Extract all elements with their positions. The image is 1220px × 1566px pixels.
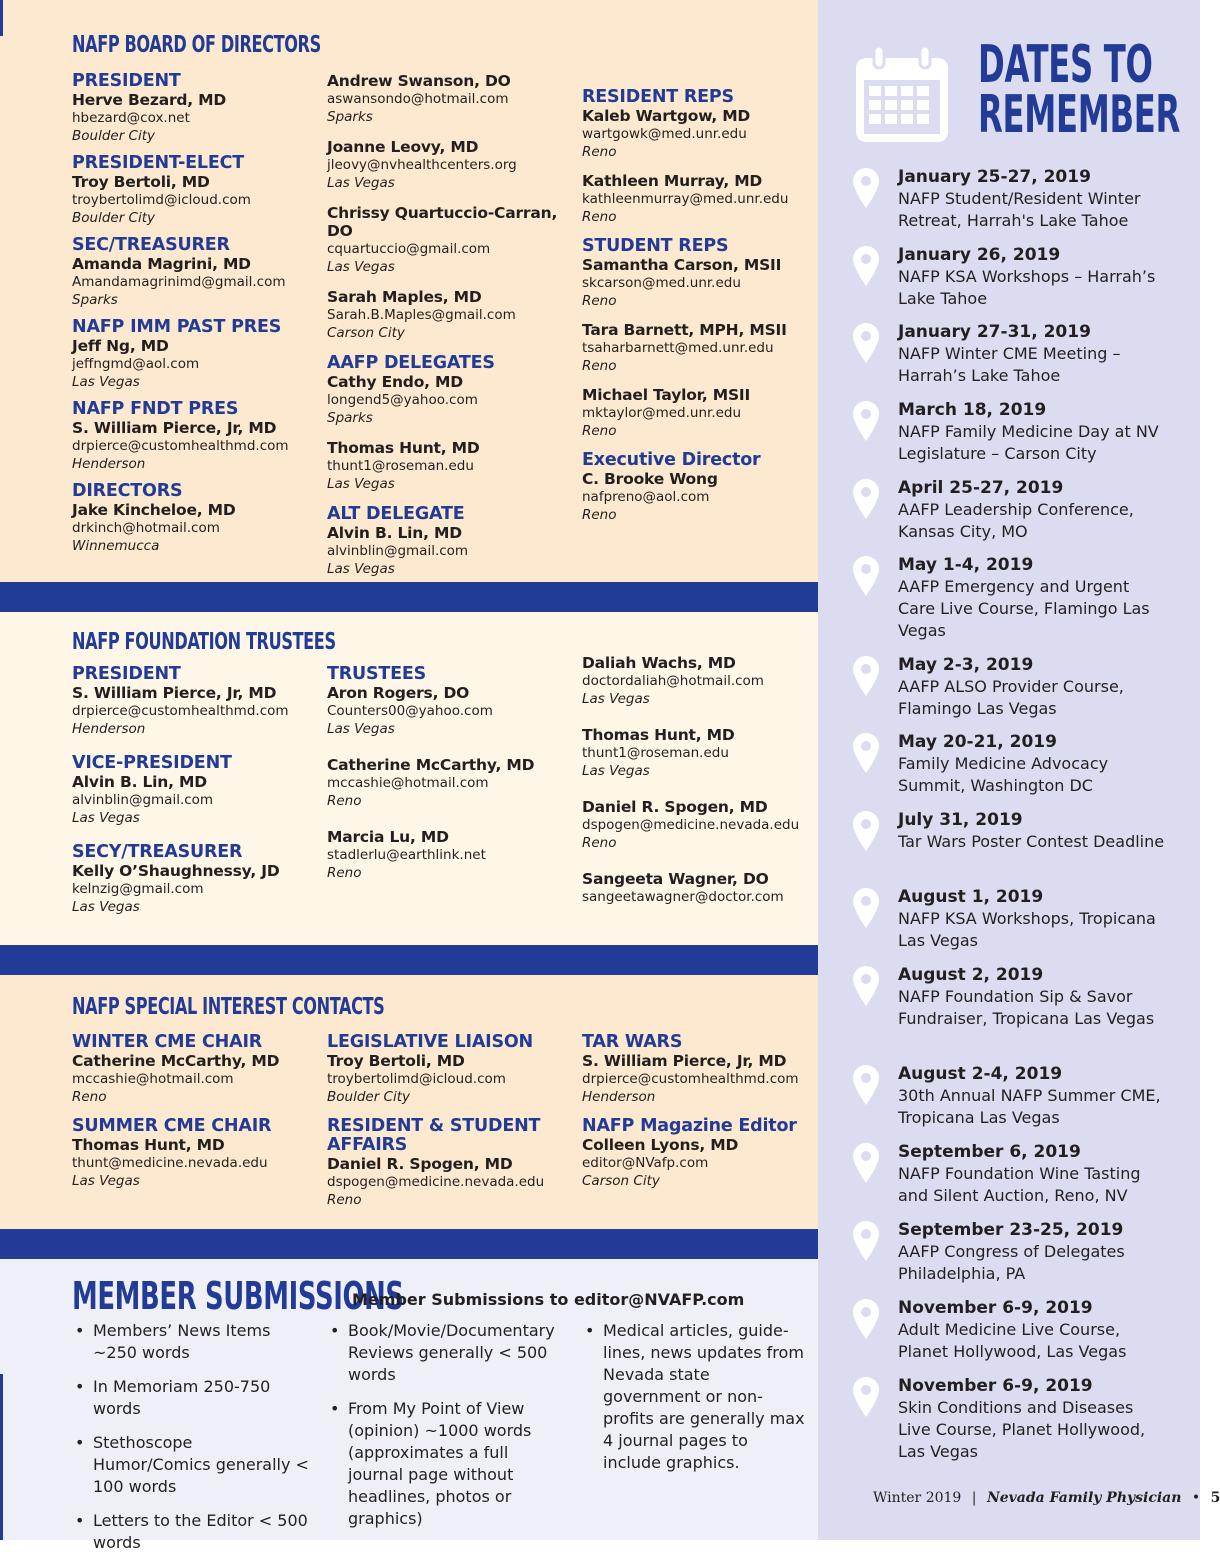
foundation-col-3 <box>582 654 832 906</box>
contact-role: PRESIDENT <box>72 71 181 91</box>
contact-role: WINTER CME CHAIR <box>72 1032 263 1052</box>
event-date: March 18, 2019 <box>898 400 1047 420</box>
contact-role: NAFP IMM PAST PRES <box>72 317 282 337</box>
contact-email: jleovy@nvhealthcenters.org <box>327 157 517 173</box>
event-date: April 25-27, 2019 <box>898 478 1064 498</box>
contact-email: thunt1@roseman.edu <box>582 745 729 761</box>
contact-email: skcarson@med.unr.edu <box>582 275 741 291</box>
contact-city: Henderson <box>72 456 146 472</box>
contact-city: Reno <box>582 507 617 523</box>
contact-city: Winnemucca <box>72 538 160 554</box>
contact-role: AAFP DELEGATES <box>327 353 495 373</box>
contact-name: Daliah Wachs, MD <box>582 654 736 672</box>
event-date: August 1, 2019 <box>898 887 1044 907</box>
contact-email: kathleenmurray@med.unr.edu <box>582 191 789 207</box>
contact-city: Las Vegas <box>72 1173 140 1189</box>
contact-entry <box>327 828 577 882</box>
contact-email: drpierce@customhealthmd.com <box>582 1071 799 1087</box>
contact-entry <box>582 870 832 906</box>
contact-email: troybertolimd@icloud.com <box>72 192 251 208</box>
contact-city: Sparks <box>72 292 118 308</box>
contact-email: wartgowk@med.unr.edu <box>582 126 747 142</box>
event-item <box>852 886 1192 958</box>
contact-entry <box>72 665 322 738</box>
event-item <box>852 654 1192 726</box>
contact-email: Amandamagrinimd@gmail.com <box>72 274 286 290</box>
special-col-1 <box>72 1033 322 1190</box>
submission-text: Members’ News Items ~250 words <box>93 1321 271 1362</box>
contact-entry <box>582 1117 832 1190</box>
event-date: January 25-27, 2019 <box>898 167 1091 187</box>
contact-entry <box>582 237 832 310</box>
footer-dot: • <box>1191 1490 1201 1506</box>
edge-mark <box>0 1374 3 1540</box>
member-col-3 <box>585 1320 810 1486</box>
contact-entry <box>582 88 832 161</box>
map-pin-icon <box>852 399 880 443</box>
contact-name: Sarah Maples, MD <box>327 288 482 306</box>
map-pin-icon <box>852 321 880 365</box>
contact-entry <box>327 1033 577 1106</box>
contact-role: ALT DELEGATE <box>327 504 465 524</box>
special-col-3 <box>582 1033 832 1190</box>
contact-name: C. Brooke Wong <box>582 470 718 488</box>
contact-name: Alvin B. Lin, MD <box>72 773 207 791</box>
event-item <box>852 809 1192 881</box>
contact-entry <box>327 756 577 810</box>
event-item <box>852 321 1192 393</box>
contact-name: Alvin B. Lin, MD <box>327 524 462 542</box>
contact-email: mktaylor@med.unr.edu <box>582 405 742 421</box>
contact-entry <box>72 400 322 473</box>
bullet: • <box>330 1321 340 1340</box>
contact-entry <box>327 354 577 427</box>
contact-name: S. William Pierce, Jr, MD <box>582 1052 787 1070</box>
contact-name: Amanda Magrini, MD <box>72 255 251 273</box>
contact-email: drpierce@customhealthmd.com <box>72 438 289 454</box>
event-date: May 20-21, 2019 <box>898 732 1057 752</box>
bullet: • <box>75 1377 85 1396</box>
contact-role: SEC/TREASURER <box>72 235 230 255</box>
event-item <box>852 1219 1192 1291</box>
map-pin-icon <box>852 1297 880 1341</box>
event-description: AAFP Leadership Conference, Kansas City, MO <box>898 500 1134 541</box>
contact-name: Thomas Hunt, MD <box>582 726 735 744</box>
bullet: • <box>75 1321 85 1340</box>
event-description: 30th Annual NAFP Summer CME, Tropicana Las Vegas <box>898 1086 1161 1127</box>
contact-entry <box>582 321 832 375</box>
contact-email: alvinblin@gmail.com <box>327 543 469 559</box>
event-description: NAFP Student/Resident Winter Retreat, Harrah's Lake Tahoe <box>898 189 1141 230</box>
contact-entry <box>582 1033 832 1106</box>
edge-mark <box>0 0 3 36</box>
contact-entry <box>72 1033 322 1106</box>
contact-name: Jeff Ng, MD <box>72 337 169 355</box>
contact-email: tsaharbarnett@med.unr.edu <box>582 340 774 356</box>
footer-page-number: 5 <box>1210 1490 1220 1506</box>
contact-city: Las Vegas <box>327 259 395 275</box>
submission-text: Book/Movie/Documentary Reviews generally < 500 words <box>348 1321 555 1384</box>
contact-email: nafpreno@aol.com <box>582 489 710 505</box>
contact-name: Daniel R. Spogen, MD <box>582 798 768 816</box>
contact-entry <box>327 72 577 126</box>
event-date: November 6-9, 2019 <box>898 1298 1093 1318</box>
contact-city: Las Vegas <box>327 476 395 492</box>
contact-city: Reno <box>327 865 362 881</box>
contact-email: editor@NVafp.com <box>582 1155 709 1171</box>
event-item <box>852 554 1192 640</box>
member-submissions-subtitle: Member Submissions to editor@NVAFP.com <box>352 1290 745 1309</box>
event-description: Adult Medicine Live Course, Planet Hollywood, Las Vegas <box>898 1320 1127 1361</box>
contact-city: Sparks <box>327 410 373 426</box>
contact-entry <box>72 843 322 916</box>
contact-email: jeffngmd@aol.com <box>72 356 200 372</box>
contact-role: RESIDENT REPS <box>582 87 734 107</box>
contact-entry <box>582 386 832 440</box>
special-title: NAFP SPECIAL INTEREST CONTACTS <box>72 994 385 1020</box>
submission-item <box>330 1398 560 1530</box>
contact-name: Colleen Lyons, MD <box>582 1136 739 1154</box>
event-date: September 23-25, 2019 <box>898 1220 1124 1240</box>
event-item <box>852 964 1192 1036</box>
foundation-col-2 <box>327 665 577 882</box>
contact-name: Thomas Hunt, MD <box>327 439 480 457</box>
contact-entry <box>327 665 577 738</box>
map-pin-icon <box>852 886 880 930</box>
event-description: NAFP Foundation Sip & Savor Fundraiser, Tropicana Las Vegas <box>898 987 1155 1028</box>
contact-email: kelnzig@gmail.com <box>72 881 204 897</box>
contact-email: dspogen@medicine.nevada.edu <box>327 1174 545 1190</box>
contact-name: Kathleen Murray, MD <box>582 172 763 190</box>
contact-entry <box>327 204 577 276</box>
contact-role: TAR WARS <box>582 1032 683 1052</box>
event-date: January 26, 2019 <box>898 245 1061 265</box>
contact-name: Tara Barnett, MPH, MSII <box>582 321 787 339</box>
event-date: July 31, 2019 <box>898 810 1023 830</box>
contact-city: Carson City <box>582 1173 660 1189</box>
contact-city: Las Vegas <box>582 763 650 779</box>
contact-city: Reno <box>582 423 617 439</box>
event-date: August 2-4, 2019 <box>898 1064 1063 1084</box>
submission-item <box>75 1510 315 1554</box>
contact-city: Las Vegas <box>72 899 140 915</box>
submission-item <box>75 1376 315 1420</box>
contact-name: Daniel R. Spogen, MD <box>327 1155 513 1173</box>
contact-entry <box>327 1117 577 1209</box>
map-pin-icon <box>852 166 880 210</box>
contact-role: NAFP FNDT PRES <box>72 399 239 419</box>
event-item <box>852 477 1192 549</box>
dates-title-line2: REMEMBER <box>978 85 1180 145</box>
footer-issue: Winter 2019 <box>873 1490 962 1506</box>
contact-email: Sarah.B.Maples@gmail.com <box>327 307 516 323</box>
event-item <box>852 399 1192 471</box>
event-description: Skin Conditions and Diseases Live Course, Planet Hollywood, Las Vegas <box>898 1398 1146 1461</box>
event-date: January 27-31, 2019 <box>898 322 1091 342</box>
contact-entry <box>327 288 577 342</box>
contact-city: Las Vegas <box>327 561 395 577</box>
contact-entry <box>72 236 322 309</box>
contact-role: DIRECTORS <box>72 481 183 501</box>
contact-email: drpierce@customhealthmd.com <box>72 703 289 719</box>
contact-email: troybertolimd@icloud.com <box>327 1071 506 1087</box>
footer-separator: | <box>971 1490 977 1506</box>
contact-email: dspogen@medicine.nevada.edu <box>582 817 800 833</box>
board-col-2 <box>327 72 577 578</box>
contact-city: Reno <box>582 358 617 374</box>
divider-band <box>0 1229 818 1259</box>
calendar-icon <box>852 44 952 144</box>
contact-entry <box>582 654 832 708</box>
contact-email: aswansondo@hotmail.com <box>327 91 509 107</box>
contact-name: S. William Pierce, Jr, MD <box>72 419 277 437</box>
event-description: NAFP Family Medicine Day at NV Legislature – Carson City <box>898 422 1159 463</box>
contact-city: Boulder City <box>327 1089 411 1105</box>
contact-role: STUDENT REPS <box>582 236 729 256</box>
event-item <box>852 1375 1192 1461</box>
map-pin-icon <box>852 477 880 521</box>
contact-city: Reno <box>582 209 617 225</box>
map-pin-icon <box>852 554 880 598</box>
event-item <box>852 731 1192 803</box>
contact-entry <box>72 154 322 227</box>
event-date: August 2, 2019 <box>898 965 1044 985</box>
contact-entry <box>582 798 832 852</box>
contact-email: alvinblin@gmail.com <box>72 792 214 808</box>
contact-city: Las Vegas <box>72 374 140 390</box>
contact-email: mccashie@hotmail.com <box>327 775 489 791</box>
bullet: • <box>75 1433 85 1452</box>
dates-to-remember-title <box>978 35 1180 145</box>
contact-city: Reno <box>582 293 617 309</box>
contact-name: Chrissy Quartuccio-Carran, DO <box>327 204 558 240</box>
submission-item <box>585 1320 810 1474</box>
submission-item <box>75 1320 315 1364</box>
contact-name: Michael Taylor, MSII <box>582 386 751 404</box>
contact-city: Boulder City <box>72 210 156 226</box>
contact-city: Reno <box>582 835 617 851</box>
map-pin-icon <box>852 654 880 698</box>
bullet: • <box>75 1511 85 1530</box>
map-pin-icon <box>852 964 880 1008</box>
contact-city: Carson City <box>327 325 405 341</box>
contact-name: Joanne Leovy, MD <box>327 138 479 156</box>
contact-role: VICE-PRESIDENT <box>72 753 232 773</box>
contact-city: Reno <box>327 793 362 809</box>
event-description: NAFP Foundation Wine Tasting and Silent Auction, Reno, NV <box>898 1164 1141 1205</box>
event-item <box>852 1297 1192 1369</box>
page-footer <box>873 1490 1220 1506</box>
contact-role: NAFP Magazine Editor <box>582 1116 797 1136</box>
contact-role: PRESIDENT-ELECT <box>72 153 244 173</box>
contact-city: Reno <box>72 1089 107 1105</box>
contact-city: Boulder City <box>72 128 156 144</box>
contact-city: Henderson <box>72 721 146 737</box>
contact-name: Samantha Carson, MSII <box>582 256 782 274</box>
contact-name: Jake Kincheloe, MD <box>72 501 236 519</box>
event-date: May 1-4, 2019 <box>898 555 1034 575</box>
map-pin-icon <box>852 731 880 775</box>
contact-email: mccashie@hotmail.com <box>72 1071 234 1087</box>
contact-name: Andrew Swanson, DO <box>327 72 511 90</box>
contact-city: Reno <box>327 1192 362 1208</box>
submission-item <box>330 1320 560 1386</box>
contact-entry <box>327 138 577 192</box>
submission-text: Letters to the Editor < 500 words <box>93 1511 308 1552</box>
contact-city: Reno <box>582 144 617 160</box>
event-description: Tar Wars Poster Contest Deadline <box>898 832 1165 851</box>
contact-role: Executive Director <box>582 450 761 470</box>
foundation-title: NAFP FOUNDATION TRUSTEES <box>72 629 336 655</box>
contact-email: Counters00@yahoo.com <box>327 703 493 719</box>
contact-name: Marcia Lu, MD <box>327 828 449 846</box>
contact-role: SECY/TREASURER <box>72 842 243 862</box>
event-description: Family Medicine Advocacy Summit, Washington DC <box>898 754 1109 795</box>
contact-city: Las Vegas <box>582 691 650 707</box>
member-col-1 <box>75 1320 315 1566</box>
contact-email: thunt1@roseman.edu <box>327 458 474 474</box>
divider-band <box>0 945 818 975</box>
dates-title-line1: DATES TO <box>978 35 1153 95</box>
contact-role: PRESIDENT <box>72 664 181 684</box>
event-item <box>852 244 1192 316</box>
contact-name: Kaleb Wartgow, MD <box>582 107 751 125</box>
submission-item <box>75 1432 315 1498</box>
map-pin-icon <box>852 1063 880 1107</box>
contact-entry <box>582 451 832 524</box>
event-date: May 2-3, 2019 <box>898 655 1034 675</box>
contact-city: Las Vegas <box>327 721 395 737</box>
contact-entry <box>72 1117 322 1190</box>
map-pin-icon <box>852 1141 880 1185</box>
contact-name: Troy Bertoli, MD <box>72 173 210 191</box>
event-description: NAFP KSA Workshops – Harrah’s Lake Tahoe <box>898 267 1156 308</box>
contact-name: Catherine McCarthy, MD <box>72 1052 280 1070</box>
contact-email: drkinch@hotmail.com <box>72 520 220 536</box>
contact-email: longend5@yahoo.com <box>327 392 478 408</box>
contact-entry <box>327 505 577 578</box>
contact-role: SUMMER CME CHAIR <box>72 1116 272 1136</box>
contact-email: doctordaliah@hotmail.com <box>582 673 764 689</box>
event-description: AAFP ALSO Provider Course, Flamingo Las Vegas <box>898 677 1124 718</box>
submission-text: From My Point of View (opinion) ~1000 words (approximates a full journal page without headlines, photos or graphics) <box>348 1399 532 1528</box>
contact-entry <box>72 754 322 827</box>
member-submissions-title: MEMBER SUBMISSIONS <box>72 1274 404 1318</box>
contact-city: Las Vegas <box>72 810 140 826</box>
contact-name: Cathy Endo, MD <box>327 373 463 391</box>
special-col-2 <box>327 1033 577 1209</box>
divider-band <box>0 582 818 612</box>
member-col-2 <box>330 1320 560 1542</box>
contact-entry <box>582 172 832 226</box>
contact-email: stadlerlu@earthlink.net <box>327 847 486 863</box>
contact-entry <box>72 482 322 555</box>
contact-entry <box>72 318 322 391</box>
contact-name: S. William Pierce, Jr, MD <box>72 684 277 702</box>
contact-city: Sparks <box>327 109 373 125</box>
event-item <box>852 166 1192 238</box>
contact-entry <box>72 72 322 145</box>
event-item <box>852 1063 1192 1135</box>
contact-name: Catherine McCarthy, MD <box>327 756 535 774</box>
board-title: NAFP BOARD OF DIRECTORS <box>72 32 321 58</box>
event-item <box>852 1141 1192 1213</box>
contact-name: Sangeeta Wagner, DO <box>582 870 769 888</box>
map-pin-icon <box>852 1375 880 1419</box>
contact-role: RESIDENT & STUDENT AFFAIRS <box>327 1116 541 1155</box>
bullet: • <box>585 1321 595 1340</box>
submission-text: Stethoscope Humor/Comics generally < 100 words <box>93 1433 309 1496</box>
contact-role: TRUSTEES <box>327 664 427 684</box>
contact-email: thunt@medicine.nevada.edu <box>72 1155 268 1171</box>
contact-email: cquartuccio@gmail.com <box>327 241 491 257</box>
foundation-col-1 <box>72 665 322 916</box>
board-col-1 <box>72 72 322 555</box>
contact-name: Aron Rogers, DO <box>327 684 470 702</box>
map-pin-icon <box>852 1219 880 1263</box>
board-col-3 <box>582 88 832 524</box>
contact-email: hbezard@cox.net <box>72 110 190 126</box>
map-pin-icon <box>852 244 880 288</box>
contact-entry <box>327 439 577 493</box>
event-description: AAFP Congress of Delegates Philadelphia, PA <box>898 1242 1125 1283</box>
submission-text: In Memoriam 250-750 words <box>93 1377 271 1418</box>
submission-text: Medical articles, guide-lines, news updates from Nevada state government or non-profits are generally max 4 journal pages to include graphics. <box>603 1321 805 1472</box>
map-pin-icon <box>852 809 880 853</box>
event-description: AAFP Emergency and Urgent Care Live Course, Flamingo Las Vegas <box>898 577 1150 640</box>
contact-entry <box>582 726 832 780</box>
event-description: NAFP Winter CME Meeting – Harrah’s Lake Tahoe <box>898 344 1121 385</box>
event-description: NAFP KSA Workshops, Tropicana Las Vegas <box>898 909 1156 950</box>
contact-name: Kelly O’Shaughnessy, JD <box>72 862 280 880</box>
contact-city: Las Vegas <box>327 175 395 191</box>
footer-magazine: Nevada Family Physician <box>986 1490 1182 1506</box>
contact-name: Troy Bertoli, MD <box>327 1052 465 1070</box>
contact-name: Thomas Hunt, MD <box>72 1136 225 1154</box>
contact-email: sangeetawagner@doctor.com <box>582 889 784 905</box>
event-date: November 6-9, 2019 <box>898 1376 1093 1396</box>
bullet: • <box>330 1399 340 1418</box>
event-date: September 6, 2019 <box>898 1142 1081 1162</box>
contact-city: Henderson <box>582 1089 656 1105</box>
contact-name: Herve Bezard, MD <box>72 91 227 109</box>
contact-role: LEGISLATIVE LIAISON <box>327 1032 534 1052</box>
